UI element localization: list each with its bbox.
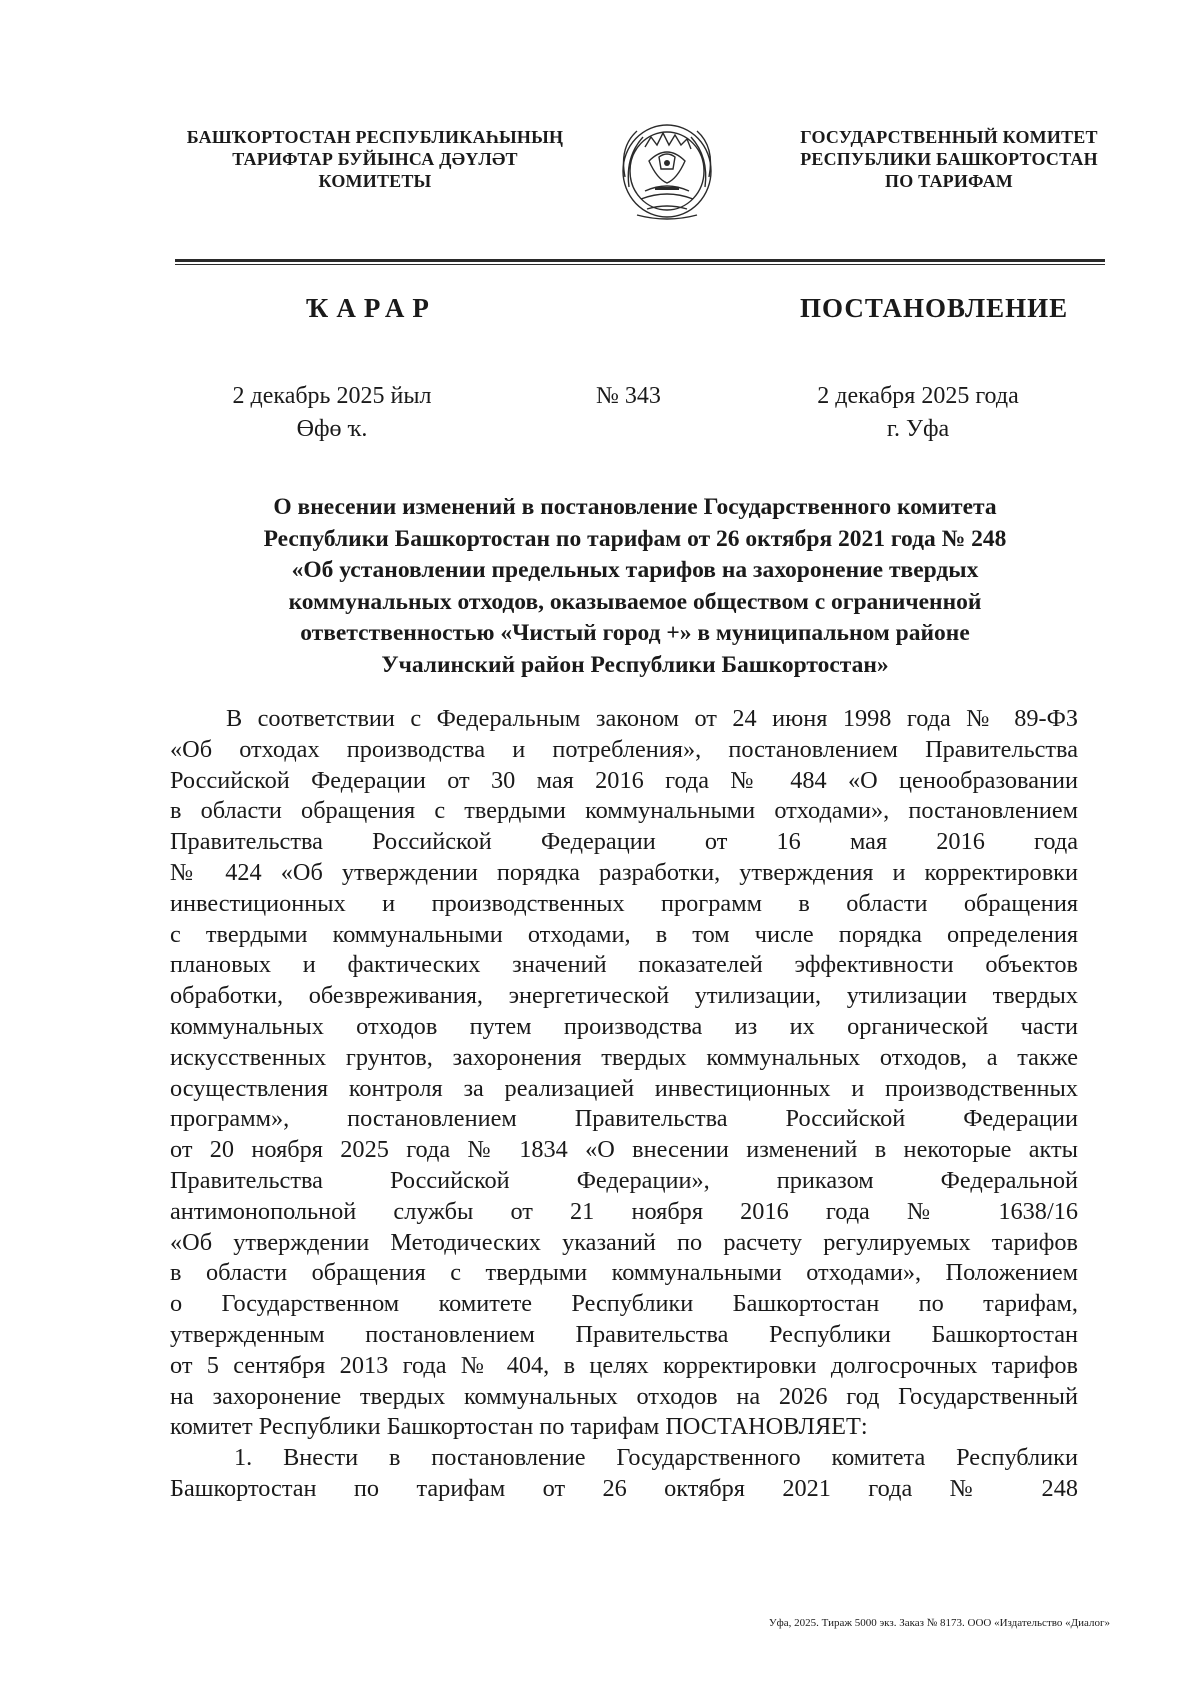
body-line: Правительства Российской Федерации от 16 мая 2016 года bbox=[170, 828, 1078, 856]
document-body bbox=[170, 704, 1078, 1505]
header-divider bbox=[175, 259, 1105, 262]
body-line: «Об утверждении Методических указаний по расчету регулируемых тарифов bbox=[170, 1228, 1078, 1256]
body-line: программ», постановлением Правительства Российской Федерации bbox=[170, 1105, 1078, 1133]
header-right-line: ПО ТАРИФАМ bbox=[885, 171, 1013, 191]
subject-line: ответственностью «Чистый город +» в муниципальном районе bbox=[300, 620, 970, 646]
print-imprint: Уфа, 2025. Тираж 5000 экз. Заказ № 8173. ООО «Издательство «Диалог» bbox=[768, 1617, 1110, 1629]
header-left-line: ТАРИФТАР БУЙЫНСА ДӘҮЛӘТ bbox=[232, 149, 518, 169]
coat-of-arms-icon bbox=[615, 117, 719, 229]
header-right-line: ГОСУДАРСТВЕННЫЙ КОМИТЕТ bbox=[800, 127, 1098, 147]
dateline-russian bbox=[788, 380, 1048, 446]
header-left-line: КОМИТЕТЫ bbox=[318, 171, 432, 191]
body-line: на захоронение твердых коммунальных отходов на 2026 год Государственный bbox=[170, 1382, 1078, 1410]
document-number: № 343 bbox=[596, 383, 661, 409]
body-line: инвестиционных и производственных программ в области обращения bbox=[170, 889, 1078, 917]
header-right-line: РЕСПУБЛИКИ БАШКОРТОСТАН bbox=[800, 149, 1098, 169]
body-line: 1. Внести в постановление Государственного комитета Республики bbox=[234, 1444, 1078, 1472]
header-right-russian bbox=[784, 126, 1114, 192]
doc-type-russian: ПОСТАНОВЛЕНИЕ bbox=[800, 293, 1069, 323]
date-russian: 2 декабря 2025 года bbox=[817, 383, 1019, 409]
body-line: коммунальных отходов путем производства из их органической части bbox=[170, 1012, 1078, 1040]
body-line: в области обращения с твердыми коммунальными отходами», постановлением bbox=[170, 797, 1078, 825]
city-bashkir: Өфө ҡ. bbox=[296, 416, 368, 442]
body-line: Российской Федерации от 30 мая 2016 года № 484 «О ценообразовании bbox=[170, 766, 1078, 794]
body-line: Башкортостан по тарифам от 26 октября 2021 года № 248 bbox=[170, 1474, 1078, 1502]
city-russian: г. Уфа bbox=[886, 416, 950, 442]
subject-line: коммунальных отходов, оказываемое обществом с ограниченной bbox=[288, 588, 982, 615]
body-line: с твердыми коммунальными отходами, в том числе порядка определения bbox=[170, 920, 1078, 948]
body-line: осуществления контроля за реализацией инвестиционных и производственных bbox=[170, 1074, 1078, 1102]
body-line: в области обращения с твердыми коммунальными отходами», Положением bbox=[170, 1259, 1078, 1287]
body-line: обработки, обезвреживания, энергетической утилизации, утилизации твердых bbox=[170, 982, 1078, 1010]
header-left-bashkir bbox=[150, 126, 600, 192]
body-line: плановых и фактических значений показателей эффективности объектов bbox=[170, 951, 1078, 979]
doc-type-bashkir: ҠАРАР bbox=[306, 293, 437, 323]
body-line: «Об отходах производства и потребления», постановлением Правительства bbox=[170, 735, 1078, 763]
subject-line: Республики Башкортостан по тарифам от 26 октября 2021 года № 248 bbox=[263, 525, 1007, 552]
subject-line: «Об установлении предельных тарифов на захоронение твердых bbox=[291, 557, 979, 583]
subject-line: Учалинский район Республики Башкортостан» bbox=[381, 651, 889, 678]
body-line: искусственных грунтов, захоронения твердых коммунальных отходов, а также bbox=[170, 1043, 1078, 1071]
dateline-bashkir bbox=[160, 380, 504, 446]
body-line: антимонопольной службы от 21 ноября 2016 года № 1638/16 bbox=[170, 1197, 1078, 1225]
header-divider-thin bbox=[175, 264, 1105, 265]
body-line: комитет Республики Башкортостан по тарифам ПОСТАНОВЛЯЕТ: bbox=[170, 1413, 868, 1441]
body-line: о Государственном комитете Республики Башкортостан по тарифам, bbox=[170, 1290, 1078, 1318]
body-line: от 20 ноября 2025 года № 1834 «О внесении изменений в некоторые акты bbox=[170, 1136, 1078, 1164]
body-line: утвержденным постановлением Правительства Республики Башкортостан bbox=[170, 1320, 1078, 1348]
body-line: Правительства Российской Федерации», приказом Федеральной bbox=[170, 1166, 1078, 1194]
document-subject bbox=[170, 492, 1100, 681]
body-line: В соответствии с Федеральным законом от 24 июня 1998 года № 89-ФЗ bbox=[226, 705, 1078, 732]
body-line: от 5 сентября 2013 года № 404, в целях корректировки долгосрочных тарифов bbox=[170, 1351, 1078, 1379]
subject-line: О внесении изменений в постановление Государственного комитета bbox=[273, 494, 997, 520]
header-left-line: БАШҠОРТОСТАН РЕСПУБЛИКАҺЫНЫҢ bbox=[186, 127, 564, 147]
date-bashkir: 2 декабрь 2025 йыл bbox=[232, 383, 432, 409]
body-line: № 424 «Об утверждении порядка разработки, утверждения и корректировки bbox=[170, 858, 1078, 886]
